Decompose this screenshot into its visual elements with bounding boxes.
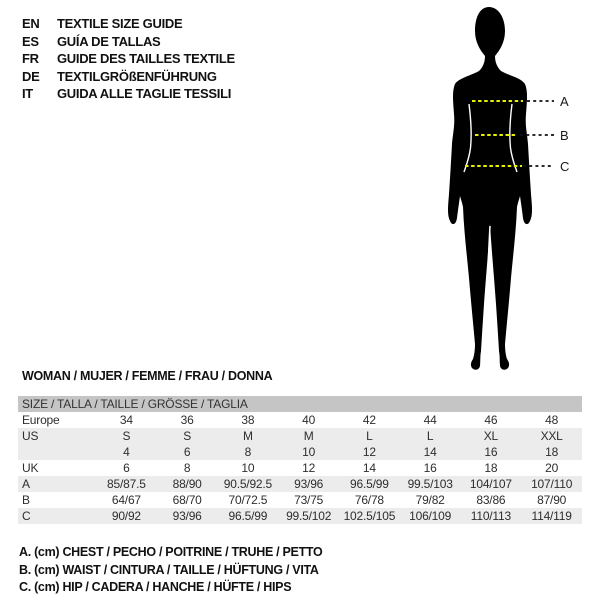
size-cell: 85/87.5 xyxy=(107,477,146,491)
language-code: DE xyxy=(22,68,40,84)
size-cell: 83/86 xyxy=(476,493,506,507)
hip-measure-label: C xyxy=(560,159,570,174)
size-cell: 10 xyxy=(302,445,316,459)
size-row-label: B xyxy=(22,493,30,507)
size-cell: XXL xyxy=(540,429,563,443)
size-cell: L xyxy=(426,429,434,443)
size-cell: 12 xyxy=(302,461,316,475)
size-cell: 99.5/103 xyxy=(407,477,453,491)
measurement-legend xyxy=(19,544,322,597)
size-cell: 64/67 xyxy=(111,493,141,507)
language-title-list xyxy=(22,15,235,103)
size-cell: 6 xyxy=(123,461,130,475)
size-cell: 46 xyxy=(484,413,498,427)
size-cell: 16 xyxy=(423,461,437,475)
size-cell: M xyxy=(303,429,314,443)
size-cell: 93/96 xyxy=(294,477,324,491)
size-row-label: Europe xyxy=(22,413,60,427)
section-heading-woman: WOMAN / MUJER / FEMME / FRAU / DONNA xyxy=(22,369,273,383)
language-title: GUIDA ALLE TAGLIE TESSILI xyxy=(57,86,232,101)
waist-measure-label: B xyxy=(560,128,569,143)
size-cell: 38 xyxy=(241,413,255,427)
language-row xyxy=(22,50,235,68)
size-cell: 20 xyxy=(545,461,559,475)
language-code: ES xyxy=(22,33,39,49)
size-cell: 73/75 xyxy=(294,493,324,507)
size-cell: 18 xyxy=(545,445,559,459)
size-table-row xyxy=(18,476,582,492)
size-cell: 34 xyxy=(119,413,133,427)
size-cell: 93/96 xyxy=(172,509,202,523)
size-cell: 8 xyxy=(244,445,252,459)
language-row xyxy=(22,68,235,86)
size-row-label xyxy=(18,444,96,460)
size-cell: 40 xyxy=(302,413,316,427)
size-cell: 6 xyxy=(183,445,191,459)
size-cell: 76/78 xyxy=(354,493,384,507)
size-cell: 102.5/105 xyxy=(343,509,396,523)
size-cell: 4 xyxy=(123,445,130,459)
legend-line: C. (cm) HIP / CADERA / HANCHE / HÜFTE / HIPS xyxy=(19,580,292,594)
size-table-row xyxy=(18,460,582,476)
calf-gap xyxy=(488,296,489,348)
size-row-label: UK xyxy=(22,461,39,475)
size-cell: L xyxy=(366,429,373,443)
size-table-row xyxy=(18,508,582,524)
language-title: TEXTILE SIZE GUIDE xyxy=(57,16,183,31)
language-code: EN xyxy=(22,16,40,31)
size-cell: 99.5/102 xyxy=(286,509,332,523)
size-table-body xyxy=(18,396,582,524)
size-cell: 8 xyxy=(183,461,191,475)
language-code: FR xyxy=(22,51,39,66)
size-table xyxy=(18,396,582,524)
language-title: GUÍA DE TALLAS xyxy=(57,33,161,49)
size-table-row xyxy=(18,412,582,428)
size-cell: XL xyxy=(483,429,499,443)
size-cell: 48 xyxy=(545,413,559,427)
size-cell: 88/90 xyxy=(172,477,202,491)
size-cell: S xyxy=(122,429,131,443)
size-cell: 104/107 xyxy=(469,477,512,491)
size-cell: 16 xyxy=(484,445,498,459)
size-cell: 90/92 xyxy=(111,509,141,523)
language-title: GUIDE DES TAILLES TEXTILE xyxy=(57,51,235,66)
legend-line: B. (cm) WAIST / CINTURA / TAILLE / HÜFTUNG / VITA xyxy=(19,562,319,577)
size-cell: S xyxy=(183,429,192,443)
size-cell: 44 xyxy=(423,413,437,427)
size-table-row xyxy=(18,444,582,460)
size-cell: 87/90 xyxy=(537,493,567,507)
size-cell: 14 xyxy=(423,445,437,459)
size-table-row xyxy=(18,428,582,444)
size-cell: 96.5/99 xyxy=(350,477,389,491)
language-row xyxy=(22,85,235,103)
size-table-header: SIZE / TALLA / TAILLE / GRÖSSE / TAGLIA xyxy=(18,396,582,412)
size-cell: M xyxy=(242,429,253,443)
size-table-header-row xyxy=(18,396,582,412)
size-row-label: C xyxy=(22,509,31,523)
size-row-label: US xyxy=(22,429,39,443)
chest-measure-label: A xyxy=(560,94,569,109)
female-silhouette-figure xyxy=(425,4,585,376)
size-cell: 79/82 xyxy=(415,493,445,507)
size-cell: 12 xyxy=(362,445,376,459)
size-cell: 107/110 xyxy=(531,477,573,491)
size-cell: 70/72.5 xyxy=(228,493,268,507)
size-cell: 42 xyxy=(362,413,376,427)
size-row-label: A xyxy=(22,477,30,491)
size-cell: 18 xyxy=(484,461,498,475)
language-row xyxy=(22,15,235,33)
size-table-row xyxy=(18,492,582,508)
size-cell: 110/113 xyxy=(470,509,511,523)
language-title: TEXTILGRÖßENFÜHRUNG xyxy=(57,68,217,84)
size-cell: 10 xyxy=(241,461,255,475)
language-code: IT xyxy=(22,86,33,101)
size-cell: 106/109 xyxy=(409,509,452,523)
female-silhouette xyxy=(448,7,532,370)
size-cell: 68/70 xyxy=(172,493,202,507)
size-cell: 114/119 xyxy=(531,509,572,523)
size-cell: 36 xyxy=(180,413,194,427)
size-cell: 96.5/99 xyxy=(228,509,268,523)
size-cell: 14 xyxy=(362,461,376,475)
language-row xyxy=(22,33,235,51)
size-cell: 90.5/92.5 xyxy=(223,477,272,491)
legend-line: A. (cm) CHEST / PECHO / POITRINE / TRUHE / PETTO xyxy=(19,545,323,559)
